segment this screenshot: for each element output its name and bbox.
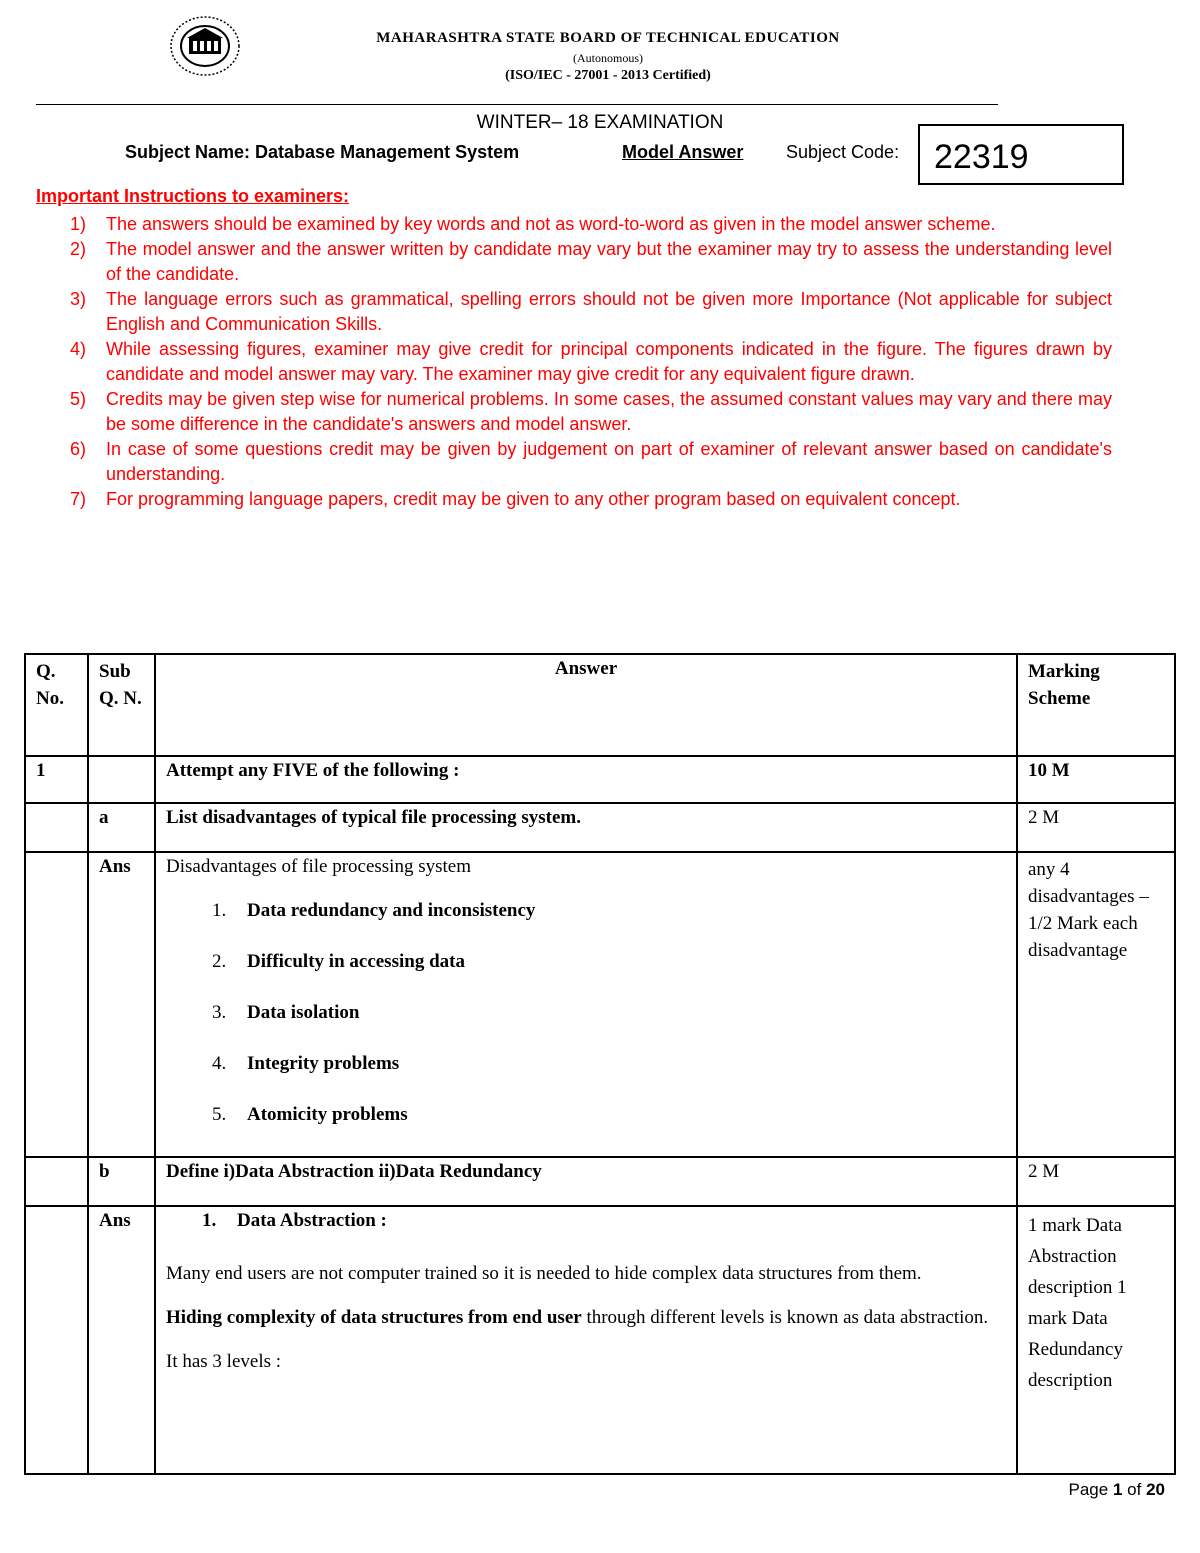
table-row: [25, 756, 1175, 803]
instruction-item: 6) In case of some questions credit may be given by judgement on part of examiner of relevant answer based on candidate's understanding.: [70, 439, 1112, 484]
instruction-item: 5) Credits may be given step wise for numerical problems. In some cases, the assumed constant values may vary and there may be some difference in the candidate's answers and model answer.: [70, 389, 1112, 434]
qb-subq: b: [88, 1157, 155, 1206]
qb-ans-label: Ans: [88, 1206, 155, 1474]
qb-number: [25, 1157, 88, 1206]
autonomous-label: (Autonomous): [573, 51, 643, 65]
qb-scheme: 1 mark Data Abstraction description 1 mark Data Redundancy description: [1017, 1206, 1175, 1474]
subject-code-label: Subject Code:: [786, 142, 900, 162]
header-answer: Answer: [155, 654, 1017, 756]
table-row: [25, 1206, 1175, 1474]
qa-ans-label: Ans: [88, 852, 155, 1157]
instruction-item: 3) The language errors such as grammatical, spelling errors should not be given more Importance (Not applicable for subject English and Communication Skills.: [70, 289, 1112, 334]
qa-scheme: any 4 disadvantages – 1/2 Mark each disadvantage: [1017, 852, 1175, 1157]
list-item: 5. Atomicity problems: [212, 1104, 408, 1125]
qa-subq: a: [88, 803, 155, 852]
list-item: 4. Integrity problems: [212, 1053, 400, 1074]
qb-paragraph-2: Hiding complexity of data structures from end user through different levels is known as data abstraction.: [166, 1307, 989, 1328]
q1-subq: [88, 756, 155, 803]
header-marking: Marking Scheme: [1017, 654, 1175, 756]
qa-number: [25, 803, 88, 852]
table-row: [25, 852, 1175, 1157]
qa-intro: Disadvantages of file processing system: [166, 856, 471, 877]
instruction-item: 4) While assessing figures, examiner may give credit for principal components indicated in the figure. The figures drawn by candidate and model answer may vary. The examiner may give credit for any equivalent figure drawn.: [70, 339, 1112, 384]
qa-marks: 2 M: [1017, 803, 1175, 852]
answer-table: [24, 653, 1176, 1475]
examination-title: WINTER– 18 EXAMINATION: [476, 112, 724, 133]
qb-ans-number: [25, 1206, 88, 1474]
list-item: 1. Data redundancy and inconsistency: [212, 900, 536, 921]
qb-answer: [155, 1206, 1017, 1474]
qb-paragraph-3: It has 3 levels :: [166, 1351, 282, 1372]
qb-heading: 1. Data Abstraction :: [202, 1210, 387, 1231]
header-divider: [36, 104, 998, 105]
table-row: [25, 1157, 1175, 1206]
qb-paragraph-1: Many end users are not computer trained so it is needed to hide complex data structures from them.: [166, 1263, 922, 1284]
instruction-item: 1) The answers should be examined by key words and not as word-to-word as given in the model answer scheme.: [70, 214, 996, 234]
organization-name: MAHARASHTRA STATE BOARD OF TECHNICAL EDUCATION: [376, 30, 840, 46]
table-row: [25, 803, 1175, 852]
instructions-heading: Important Instructions to examiners:: [36, 186, 350, 206]
instructions-list: [36, 212, 1112, 512]
list-item: 3. Data isolation: [212, 1002, 360, 1023]
subject-code-box: 22319: [918, 124, 1124, 185]
disadvantages-list: [166, 898, 1006, 1153]
qb-marks: 2 M: [1017, 1157, 1175, 1206]
model-answer-label: Model Answer: [622, 142, 744, 162]
certification-label: (ISO/IEC - 27001 - 2013 Certified): [505, 68, 711, 83]
qb-question: Define i)Data Abstraction ii)Data Redundancy: [155, 1157, 1017, 1206]
instruction-item: 7) For programming language papers, credit may be given to any other program based on equivalent concept.: [70, 489, 961, 509]
instruction-item: 2) The model answer and the answer written by candidate may vary but the examiner may try to assess the understanding level of the candidate.: [70, 239, 1112, 284]
qa-answer: [155, 852, 1017, 1157]
q1-question: Attempt any FIVE of the following :: [155, 756, 1017, 803]
subject-name: Subject Name: Database Management System: [125, 142, 520, 162]
q1-number: 1: [25, 756, 88, 803]
list-item: 2. Difficulty in accessing data: [212, 951, 465, 972]
q1-marks: 10 M: [1017, 756, 1175, 803]
page-number: Page 1 of 20: [1068, 1480, 1165, 1499]
qa-question: List disadvantages of typical file processing system.: [155, 803, 1017, 852]
table-header-row: [25, 654, 1175, 756]
header-qno: Q. No.: [25, 654, 88, 756]
header-subq: Sub Q. N.: [88, 654, 155, 756]
qa-ans-number: [25, 852, 88, 1157]
